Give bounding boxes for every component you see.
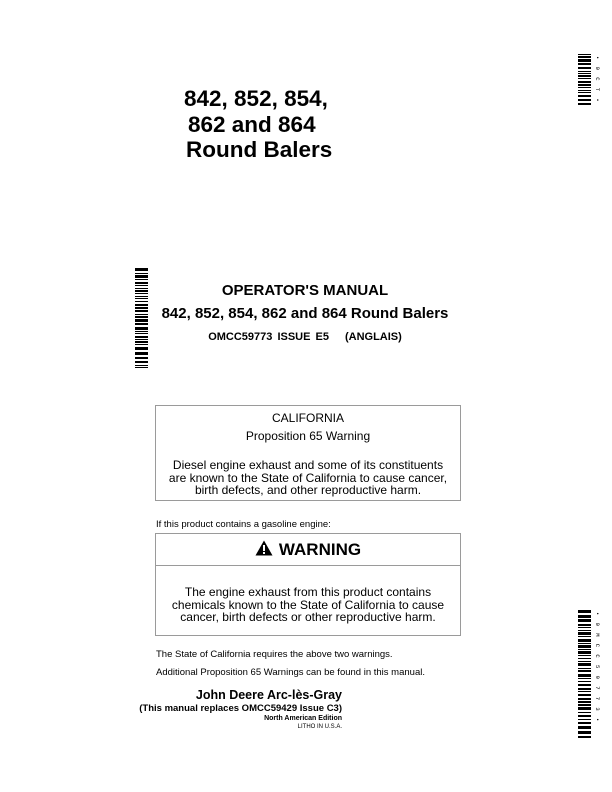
requirement-note: The State of California requires the above two warnings.	[156, 649, 393, 660]
barcode-bar	[578, 78, 591, 79]
title-line-2: 862 and 864	[188, 111, 316, 137]
california-warning-box	[155, 405, 461, 501]
barcode-bar	[135, 365, 148, 366]
barcode-bar	[578, 678, 591, 679]
barcode-bar	[578, 722, 591, 724]
bottom-right-barcode	[578, 610, 591, 738]
title-line-3: Round Balers	[186, 137, 333, 162]
barcode-bar	[578, 73, 591, 74]
barcode-bar	[135, 323, 148, 325]
barcode-bar	[578, 56, 591, 58]
barcode-bar	[578, 615, 591, 618]
barcode-bar	[135, 352, 148, 355]
barcode-bar	[578, 90, 591, 91]
warning-header	[156, 534, 460, 566]
barcode-bar	[578, 670, 591, 672]
additional-warnings-note: Additional Proposition 65 Warnings can be found in this manual.	[156, 667, 425, 678]
barcode-bar	[578, 645, 591, 648]
barcode-bar	[578, 92, 591, 93]
barcode-bar	[578, 736, 591, 738]
manual-title	[170, 86, 390, 163]
barcode-bar	[578, 651, 591, 654]
barcode-bar	[578, 95, 591, 97]
barcode-bar	[578, 59, 591, 62]
barcode-bar	[578, 691, 591, 692]
operators-manual-heading: OPERATOR'S MANUAL	[221, 282, 389, 299]
barcode-bar	[578, 103, 591, 105]
barcode-bar	[135, 347, 148, 350]
edition-label: North American Edition	[264, 715, 342, 722]
publisher-name: John Deere Arc-lès-Gray	[195, 688, 342, 702]
barcode-bar	[578, 712, 591, 713]
barcode-bar	[578, 701, 591, 703]
manual-models: 842, 852, 854, 862 and 864 Round Balers	[161, 305, 449, 322]
barcode-bar	[578, 643, 591, 644]
barcode-bar	[578, 624, 591, 626]
barcode-bar	[578, 71, 591, 72]
barcode-bar	[135, 327, 148, 330]
barcode-bar	[578, 681, 591, 682]
barcode-bar	[135, 268, 148, 271]
top-right-barcode-text: • 0 C T •	[594, 56, 601, 104]
title-line-1: 842, 852, 854,	[184, 86, 328, 111]
barcode-bar	[135, 279, 148, 280]
barcode-bar	[578, 715, 591, 717]
barcode-bar	[578, 99, 591, 101]
barcode-bar	[578, 610, 591, 613]
barcode-bar	[578, 726, 591, 729]
barcode-bar	[135, 301, 148, 302]
barcode-bar	[578, 674, 591, 677]
litho-label: LITHO IN U.S.A.	[297, 724, 342, 730]
barcode-bar	[578, 75, 591, 77]
gasoline-warning-text: The engine exhaust from this product contains chemicals known to the State of California to cause cancer, birth defects or other reproductive harm.	[171, 585, 445, 624]
barcode-bar	[578, 63, 591, 65]
warning-triangle-icon	[255, 540, 273, 561]
barcode-bar	[135, 357, 148, 359]
barcode-bar	[578, 84, 591, 86]
barcode-bar	[578, 698, 591, 700]
barcode-bar	[135, 344, 148, 345]
barcode-bar	[578, 649, 591, 650]
gasoline-warning-box	[155, 533, 461, 636]
manual-code-line	[120, 331, 490, 343]
barcode-bar	[578, 632, 591, 635]
proposition-65-subtitle: Proposition 65 Warning	[245, 429, 371, 443]
barcode-bar	[578, 655, 591, 656]
barcode-bar	[578, 636, 591, 637]
barcode-bar	[578, 688, 591, 690]
diesel-warning-text: Diesel engine exhaust and some of its constituents are known to the State of California to cause cancer, birth defects, and other reproductive harm.	[168, 458, 448, 497]
bottom-right-barcode-text: • 0 M C C 5 9 7 7 3 •	[594, 612, 601, 724]
barcode-bar	[578, 81, 591, 83]
barcode-bar	[135, 367, 148, 368]
barcode-bar	[578, 67, 591, 69]
barcode-bar	[578, 630, 591, 631]
barcode-bar	[135, 361, 148, 363]
warning-heading: WARNING	[278, 539, 362, 559]
barcode-bar	[578, 54, 591, 55]
barcode-bar	[578, 619, 591, 622]
barcode-bar	[578, 684, 591, 686]
barcode-bar	[578, 694, 591, 696]
manual-language: (ANGLAIS)	[344, 331, 402, 343]
barcode-bar	[578, 627, 591, 628]
manual-code: OMCC59773 ISSUE E5	[208, 331, 329, 343]
replaces-note: (This manual replaces OMCC59429 Issue C3)	[139, 703, 342, 714]
top-right-barcode	[578, 54, 591, 106]
barcode-bar	[578, 661, 591, 662]
gasoline-note: If this product contains a gasoline engine:	[156, 519, 331, 530]
barcode-bar	[578, 719, 591, 720]
california-title: CALIFORNIA	[271, 411, 344, 425]
barcode-bar	[578, 704, 591, 706]
barcode-bar	[135, 273, 148, 274]
barcode-bar	[578, 87, 591, 88]
barcode-bar	[578, 707, 591, 710]
barcode-bar	[135, 275, 148, 278]
barcode-bar	[578, 639, 591, 642]
barcode-bar	[578, 731, 591, 734]
barcode-bar	[578, 663, 591, 666]
barcode-bar	[578, 668, 591, 669]
barcode-bar	[578, 658, 591, 659]
